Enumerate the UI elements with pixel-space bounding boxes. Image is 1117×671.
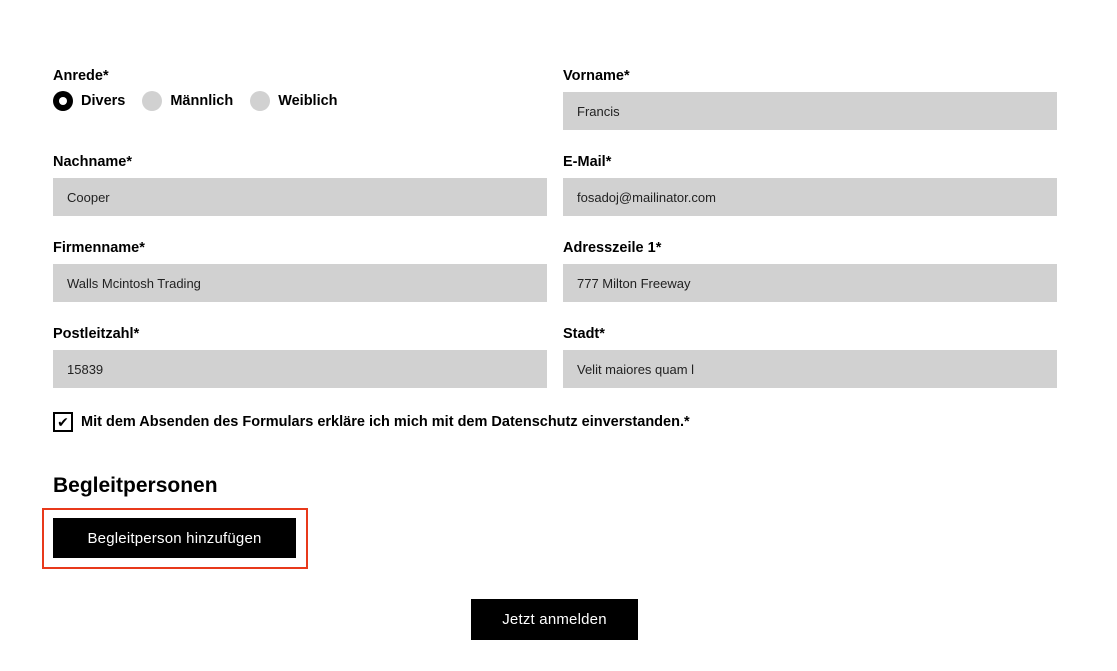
radio-divers-label[interactable]: Divers: [81, 93, 126, 109]
email-input[interactable]: [563, 178, 1057, 216]
radio-divers-indicator[interactable]: [53, 91, 73, 111]
radio-weiblich[interactable]: [250, 91, 337, 111]
submit-button[interactable]: Jetzt anmelden: [471, 599, 638, 640]
company-label: Firmenname*: [53, 240, 145, 256]
address1-label: Adresszeile 1*: [563, 240, 662, 256]
radio-weiblich-indicator[interactable]: [250, 91, 270, 111]
first-name-input[interactable]: [563, 92, 1057, 130]
company-input[interactable]: [53, 264, 547, 302]
last-name-input[interactable]: [53, 178, 547, 216]
radio-maennlich-label[interactable]: Männlich: [170, 93, 234, 109]
checkmark-icon: ✔: [57, 414, 69, 430]
consent-checkbox[interactable]: [53, 412, 73, 432]
postal-code-input[interactable]: [53, 350, 547, 388]
postal-code-label: Postleitzahl*: [53, 326, 140, 342]
radio-divers[interactable]: [53, 91, 125, 111]
add-companion-button[interactable]: Begleitperson hinzufügen: [53, 518, 296, 558]
city-input[interactable]: [563, 350, 1057, 388]
salutation-radio-group: [53, 91, 355, 111]
radio-maennlich[interactable]: [142, 91, 233, 111]
consent-label[interactable]: Mit dem Absenden des Formulars erkläre ich mich mit dem Datenschutz einverstanden.*: [81, 414, 690, 430]
radio-maennlich-indicator[interactable]: [142, 91, 162, 111]
consent-row: [53, 412, 690, 432]
salutation-label: Anrede*: [53, 68, 109, 84]
city-label: Stadt*: [563, 326, 605, 342]
address1-input[interactable]: [563, 264, 1057, 302]
last-name-label: Nachname*: [53, 154, 132, 170]
radio-weiblich-label[interactable]: Weiblich: [278, 93, 338, 109]
companions-title: Begleitpersonen: [53, 474, 218, 497]
first-name-label: Vorname*: [563, 68, 630, 84]
email-label: E-Mail*: [563, 154, 612, 170]
